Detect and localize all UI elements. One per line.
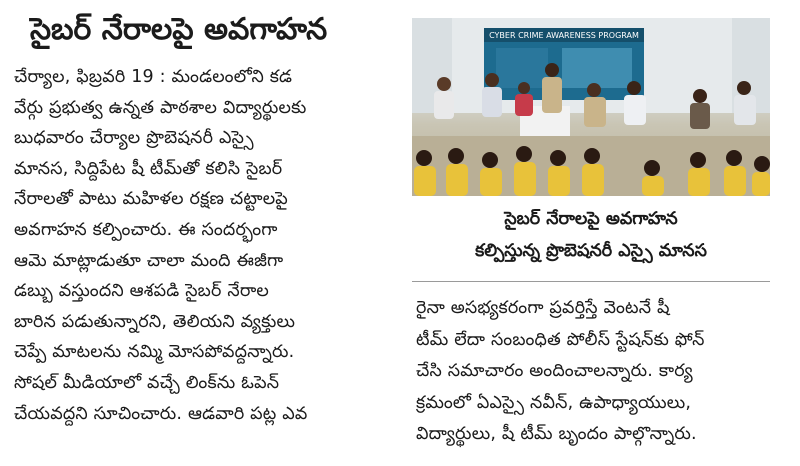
- body-line: సోషల్ మీడియాలో వచ్చే లింక్‌ను ఓపెన్: [14, 372, 280, 393]
- body-line: ఆమె మాట్లాడుతూ చాలా మంది ఈజీగా: [14, 250, 284, 271]
- body-line: చేసి సమాచారం అందించాలన్నారు. కార్య: [416, 361, 693, 382]
- body-line: బారిన పడుతున్నారని, తెలియని వ్యక్తులు: [14, 311, 296, 332]
- body-line: చేయవద్దని సూచించారు. ఆడవారి పట్ల ఎవ: [14, 403, 308, 424]
- article-body-left-column: [14, 62, 404, 429]
- body-line: రైనా అసభ్యకరంగా ప్రవర్తిస్తే వెంటనే షీ: [416, 298, 670, 318]
- body-line: మానస, సిద్దిపేట షీ టీమ్‌తో కలిసి సైబర్: [14, 158, 283, 179]
- caption-line: కల్పిస్తున్న ప్రొబెషనరీ ఎస్సై మానస: [475, 241, 707, 261]
- body-line: బుధవారం చేర్యాల ప్రొబెషనరీ ఎస్సై: [14, 128, 254, 149]
- photo-caption: [412, 203, 770, 273]
- article-headline: సైబర్ నేరాలపై అవగాహన: [30, 12, 328, 47]
- body-line: చేర్యాల, ఫిబ్రవరి 19 : మండలంలోని కడ: [14, 67, 293, 87]
- column-divider: [412, 281, 770, 282]
- body-line: నేరాలతో పాటు మహిళల రక్షణ చట్టాలపై: [14, 189, 288, 210]
- event-photo: [412, 18, 770, 196]
- article-body-right-column: [416, 293, 778, 451]
- body-line: వేర్గు ప్రభుత్వ ఉన్నత పాఠశాల విద్యార్థులకు: [14, 97, 307, 118]
- body-line: డబ్బు వస్తుందని ఆశపడి సైబర్ నేరాల: [14, 281, 270, 302]
- body-line: విద్యార్థులు, షీ టీమ్ బృందం పాల్గొన్నారు.: [416, 424, 697, 445]
- body-line: అవగాహన కల్పించారు. ఈ సందర్భంగా: [14, 219, 278, 240]
- body-line: క్రమంలో ఏఎస్సై నవీన్, ఉపాధ్యాయులు,: [416, 392, 692, 413]
- event-photo-illustration: [412, 18, 770, 196]
- caption-line: సైబర్ నేరాలపై అవగాహన: [504, 209, 678, 229]
- body-line: చెప్పే మాటలను నమ్మి మోసపోవద్దన్నారు.: [14, 342, 295, 363]
- banner-text: CYBER CRIME AWARENESS PROGRAM: [489, 31, 639, 40]
- body-line: టీమ్ లేదా సంబంధిత పోలీస్ స్టేషన్‌కు ఫోన్: [416, 329, 705, 350]
